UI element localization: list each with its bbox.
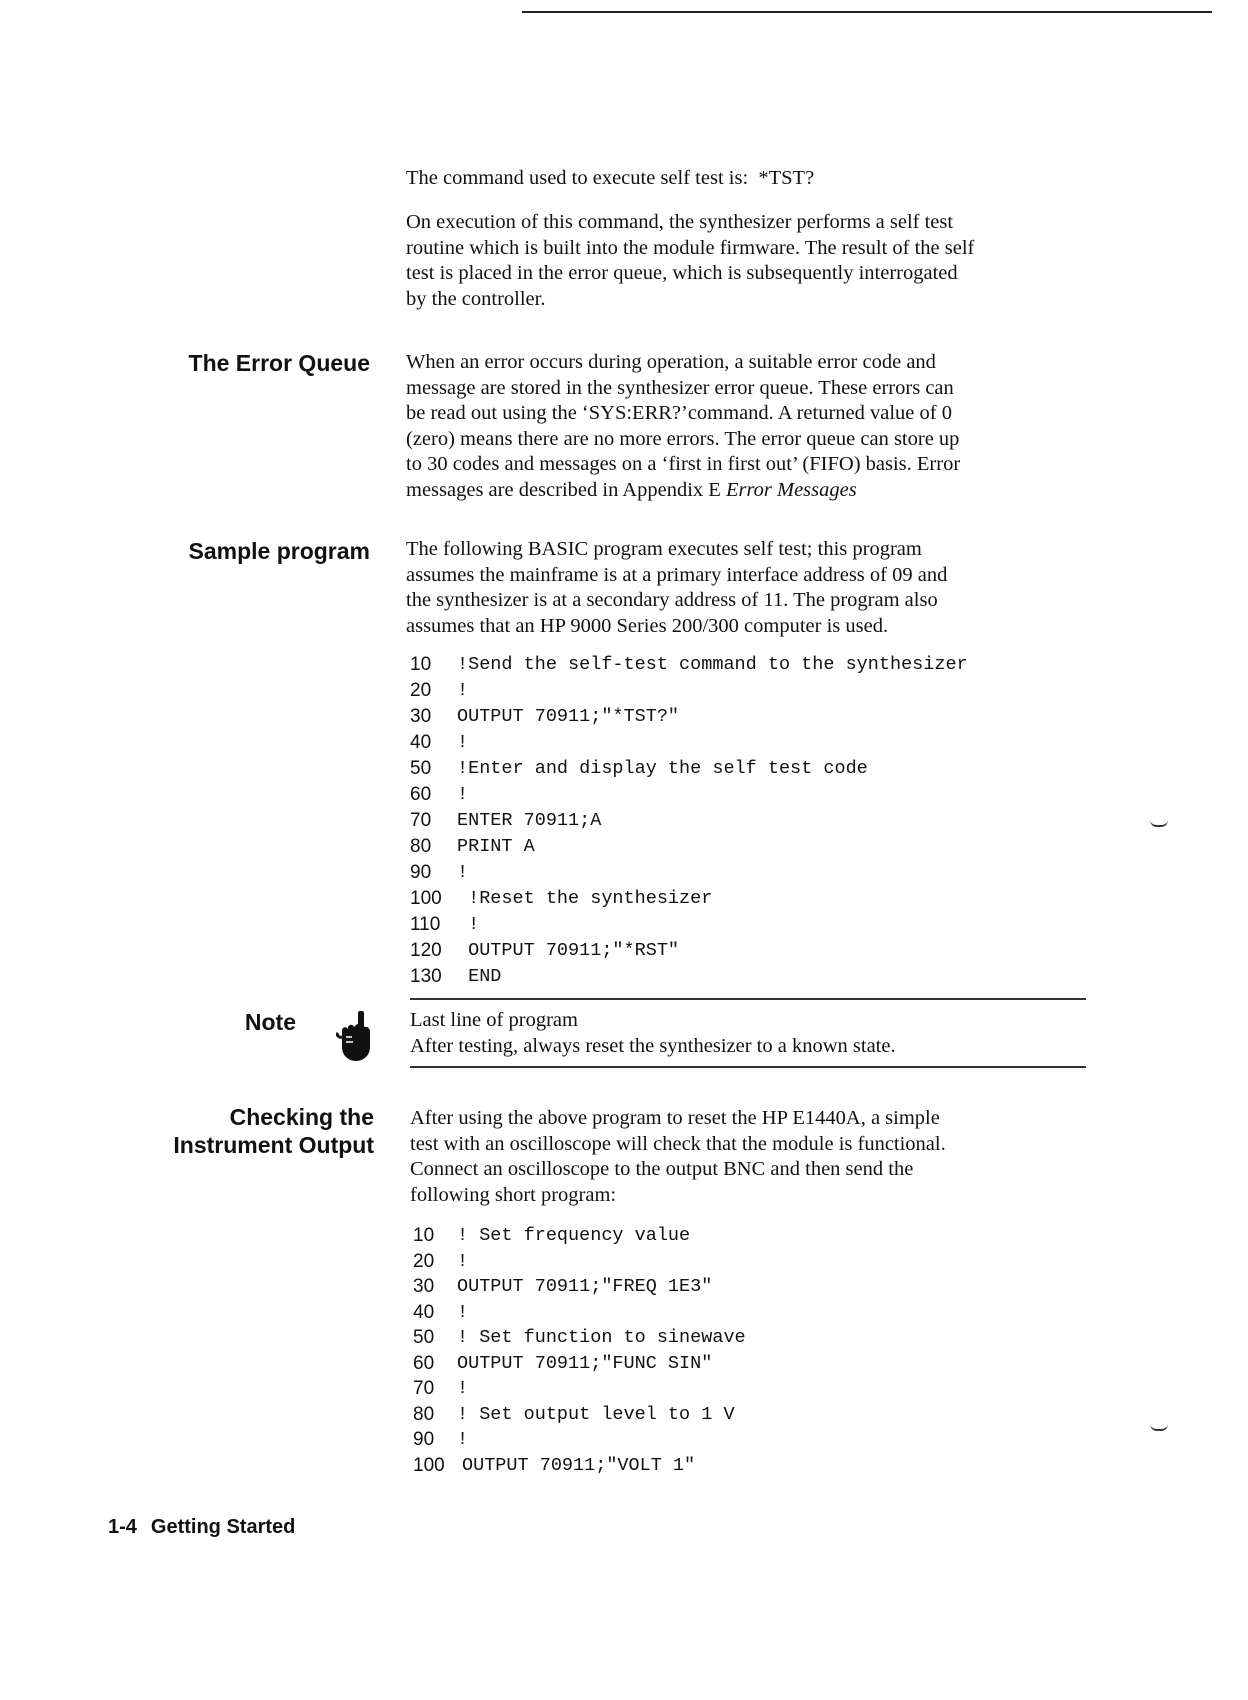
- note-bottom-rule: [410, 1066, 1086, 1068]
- line-number: 80: [410, 836, 432, 857]
- code-line: [413, 1223, 746, 1249]
- code-text: ! Set output level to 1 V: [457, 1403, 735, 1425]
- code-line: [410, 782, 968, 808]
- code-line: [410, 964, 968, 990]
- error-queue-heading: The Error Queue: [188, 350, 370, 376]
- code-text: !: [457, 732, 469, 753]
- code-line: [410, 730, 968, 756]
- code-line: [413, 1376, 746, 1402]
- output-check-code-listing: [413, 1223, 746, 1478]
- checking-paragraph: [410, 1106, 946, 1208]
- code-text: !: [457, 680, 469, 701]
- note-text: [410, 1008, 896, 1059]
- line-number: 30: [413, 1276, 435, 1297]
- code-text: !Enter and display the self test code: [457, 758, 868, 779]
- code-line: [410, 678, 968, 704]
- section-name: Getting Started: [150, 1516, 296, 1538]
- code-line: [413, 1300, 746, 1326]
- line-number: 30: [410, 706, 432, 727]
- code-line: [413, 1325, 746, 1351]
- sample-program-line: the synthesizer is at a secondary address of 11. The program also: [406, 589, 938, 611]
- line-number: 40: [413, 1301, 435, 1323]
- code-line: [413, 1453, 746, 1479]
- intro-line: routine which is built into the module firmware. The result of the self: [406, 236, 975, 259]
- intro-line: by the controller.: [406, 287, 546, 310]
- line-number: 120: [410, 940, 442, 961]
- line-number: 100: [413, 1454, 445, 1476]
- code-text: OUTPUT 70911;"FREQ 1E3": [457, 1276, 713, 1297]
- sample-program-line: assumes the mainframe is at a primary interface address of 09 and: [406, 563, 948, 586]
- intro-command-line: [406, 166, 814, 192]
- code-text: !: [457, 1301, 469, 1323]
- code-text: !: [457, 1429, 469, 1450]
- line-number: 90: [410, 862, 432, 883]
- top-rule: [522, 11, 1212, 13]
- line-number: 70: [413, 1378, 435, 1399]
- note-top-rule: [410, 998, 1086, 1000]
- page-footer: [108, 1516, 295, 1539]
- code-text: ENTER 70911;A: [457, 810, 602, 831]
- checking-heading-line2: Instrument Output: [173, 1132, 374, 1158]
- code-text: OUTPUT 70911;"*RST": [457, 940, 680, 961]
- error-queue-line: to 30 codes and messages on a ‘first in first out’ (FIFO) basis. Error: [406, 453, 961, 475]
- error-queue-line: (zero) means there are no more errors. The error queue can store up: [406, 427, 960, 450]
- line-number: 60: [413, 1352, 435, 1374]
- code-text: OUTPUT 70911;"VOLT 1": [462, 1454, 696, 1476]
- intro-command-text: The command used to execute self test is: *TST?: [406, 167, 815, 189]
- intro-paragraph: [406, 210, 974, 312]
- sample-program-line: assumes that an HP 9000 Series 200/300 computer is used.: [406, 614, 889, 637]
- checking-heading: [173, 1103, 374, 1159]
- line-number: 100: [410, 888, 442, 909]
- line-number: 50: [410, 758, 432, 779]
- note-heading: Note: [244, 1009, 296, 1035]
- code-line: [413, 1274, 746, 1300]
- margin-mark: [1150, 820, 1168, 827]
- line-number: 110: [410, 914, 441, 935]
- note-line: After testing, always reset the synthesizer to a known state.: [410, 1034, 896, 1057]
- error-queue-last-prefix: messages are described in Appendix E: [406, 478, 726, 501]
- code-text: END: [457, 966, 502, 987]
- line-number: 130: [410, 966, 442, 987]
- checking-heading-line1: Checking the: [229, 1104, 374, 1130]
- intro-line: test is placed in the error queue, which is subsequently interrogated: [406, 262, 958, 284]
- self-test-code-listing: [410, 652, 968, 990]
- checking-line: test with an oscilloscope will check that the module is functional.: [410, 1132, 946, 1155]
- error-queue-paragraph: [406, 350, 960, 503]
- error-queue-last-line: [406, 478, 960, 504]
- pointing-hand-icon: [336, 1011, 374, 1063]
- sample-program-line: The following BASIC program executes self test; this program: [406, 538, 922, 560]
- code-line: [410, 808, 968, 834]
- page-number: 1-4: [108, 1516, 137, 1538]
- line-number: 70: [410, 810, 432, 831]
- line-number: 80: [413, 1403, 435, 1425]
- sample-program-heading: Sample program: [188, 538, 370, 564]
- error-queue-line: message are stored in the synthesizer error queue. These errors can: [406, 376, 954, 399]
- line-number: 50: [413, 1327, 435, 1348]
- sample-program-paragraph: [406, 537, 947, 639]
- code-text: !: [457, 1378, 469, 1399]
- code-line: [410, 886, 968, 912]
- checking-line: Connect an oscilloscope to the output BNC and then send the: [410, 1158, 914, 1180]
- code-text: !: [457, 914, 480, 935]
- intro-line: On execution of this command, the synthesizer performs a self test: [406, 211, 954, 233]
- code-line: [410, 912, 968, 938]
- code-line: [410, 834, 968, 860]
- code-text: OUTPUT 70911;"FUNC SIN": [457, 1352, 713, 1374]
- margin-mark: [1150, 1424, 1168, 1431]
- checking-line: After using the above program to reset the HP E1440A, a simple: [410, 1107, 940, 1129]
- code-line: [410, 704, 968, 730]
- line-number: 40: [410, 732, 432, 753]
- code-line: [413, 1249, 746, 1275]
- code-line: [410, 652, 968, 678]
- code-line: [410, 860, 968, 886]
- line-number: 90: [413, 1429, 435, 1450]
- code-line: [410, 756, 968, 782]
- code-text: !: [457, 1250, 469, 1272]
- line-number: 10: [410, 654, 432, 675]
- checking-line: following short program:: [410, 1183, 617, 1206]
- code-line: [413, 1351, 746, 1377]
- error-queue-line: When an error occurs during operation, a suitable error code and: [406, 351, 936, 373]
- code-text: ! Set frequency value: [457, 1225, 691, 1246]
- line-number: 20: [413, 1250, 435, 1272]
- code-text: OUTPUT 70911;"*TST?": [457, 706, 680, 727]
- line-number: 10: [413, 1225, 435, 1246]
- code-line: [413, 1402, 746, 1428]
- code-text: !: [457, 862, 469, 883]
- code-text: !Reset the synthesizer: [457, 888, 713, 909]
- code-text: !: [457, 784, 469, 805]
- error-queue-line: be read out using the ‘SYS:ERR?’command. A returned value of 0: [406, 402, 952, 424]
- line-number: 20: [410, 680, 432, 701]
- note-line: Last line of program: [410, 1009, 578, 1031]
- line-number: 60: [410, 784, 432, 805]
- code-text: PRINT A: [457, 836, 535, 857]
- code-line: [413, 1427, 746, 1453]
- code-line: [410, 938, 968, 964]
- code-text: !Send the self-test command to the synthesizer: [457, 654, 968, 675]
- code-text: ! Set function to sinewave: [457, 1327, 746, 1348]
- error-messages-reference: Error Messages: [725, 478, 857, 501]
